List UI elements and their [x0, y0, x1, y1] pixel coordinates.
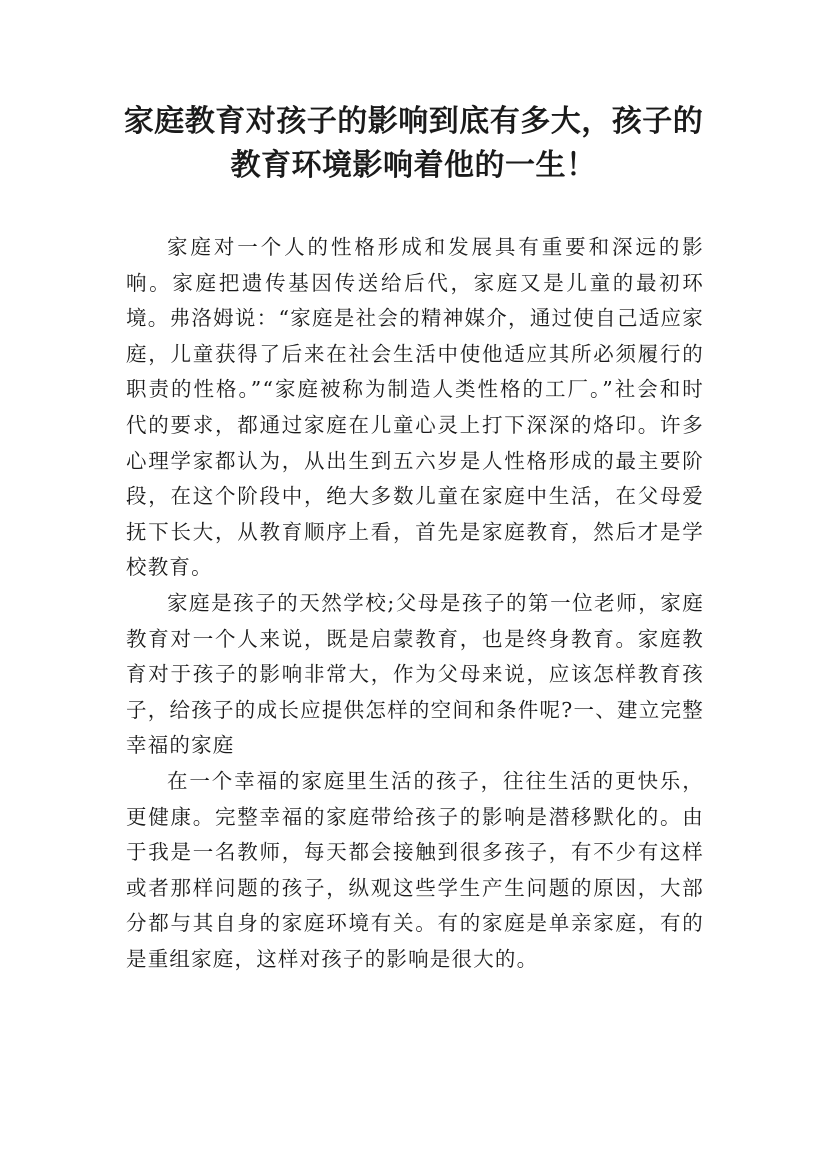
title-line-2: 教育环境影响着他的一生！ [230, 148, 597, 183]
title-line-1: 家庭教育对孩子的影响到底有多大，孩子的 [123, 104, 704, 139]
paragraph-3: 在一个幸福的家庭里生活的孩子，往往生活的更快乐，更健康。完整幸福的家庭带给孩子的影响是潜移默化的。由于我是一名教师，每天都会接触到很多孩子，有不少有这样或者那样问题的孩子，纵观这些学生产生问题的原因，大部分都与其自身的家庭环境有关。有的家庭是单亲家庭，有的是重组家庭，这样对孩子的影响是很大的。 [126, 768, 704, 971]
document-body [126, 230, 704, 977]
paragraph-2: 家庭是孩子的天然学校;父母是孩子的第一位老师，家庭教育对一个人来说，既是启蒙教育，也是终身教育。家庭教育对于孩子的影响非常大，作为父母来说，应该怎样教育孩子，给孩子的成长应提供怎样的空间和条件呢?一、建立完整幸福的家庭 [126, 590, 704, 758]
document-title [110, 100, 717, 188]
paragraph-1: 家庭对一个人的性格形成和发展具有重要和深远的影响。家庭把遗传基因传送给后代，家庭又是儿童的最初环境。弗洛姆说：“家庭是社会的精神媒介，通过使自己适应家庭，儿童获得了后来在社会生活中使他适应其所必须履行的职责的性格。”“家庭被称为制造人类性格的工厂。”社会和时代的要求，都通过家庭在儿童心灵上打下深深的烙印。许多心理学家都认为，从出生到五六岁是人性格形成的最主要阶段，在这个阶段中，绝大多数儿童在家庭中生活，在父母爱抚下长大，从教育顺序上看，首先是家庭教育，然后才是学校教育。 [126, 235, 704, 580]
